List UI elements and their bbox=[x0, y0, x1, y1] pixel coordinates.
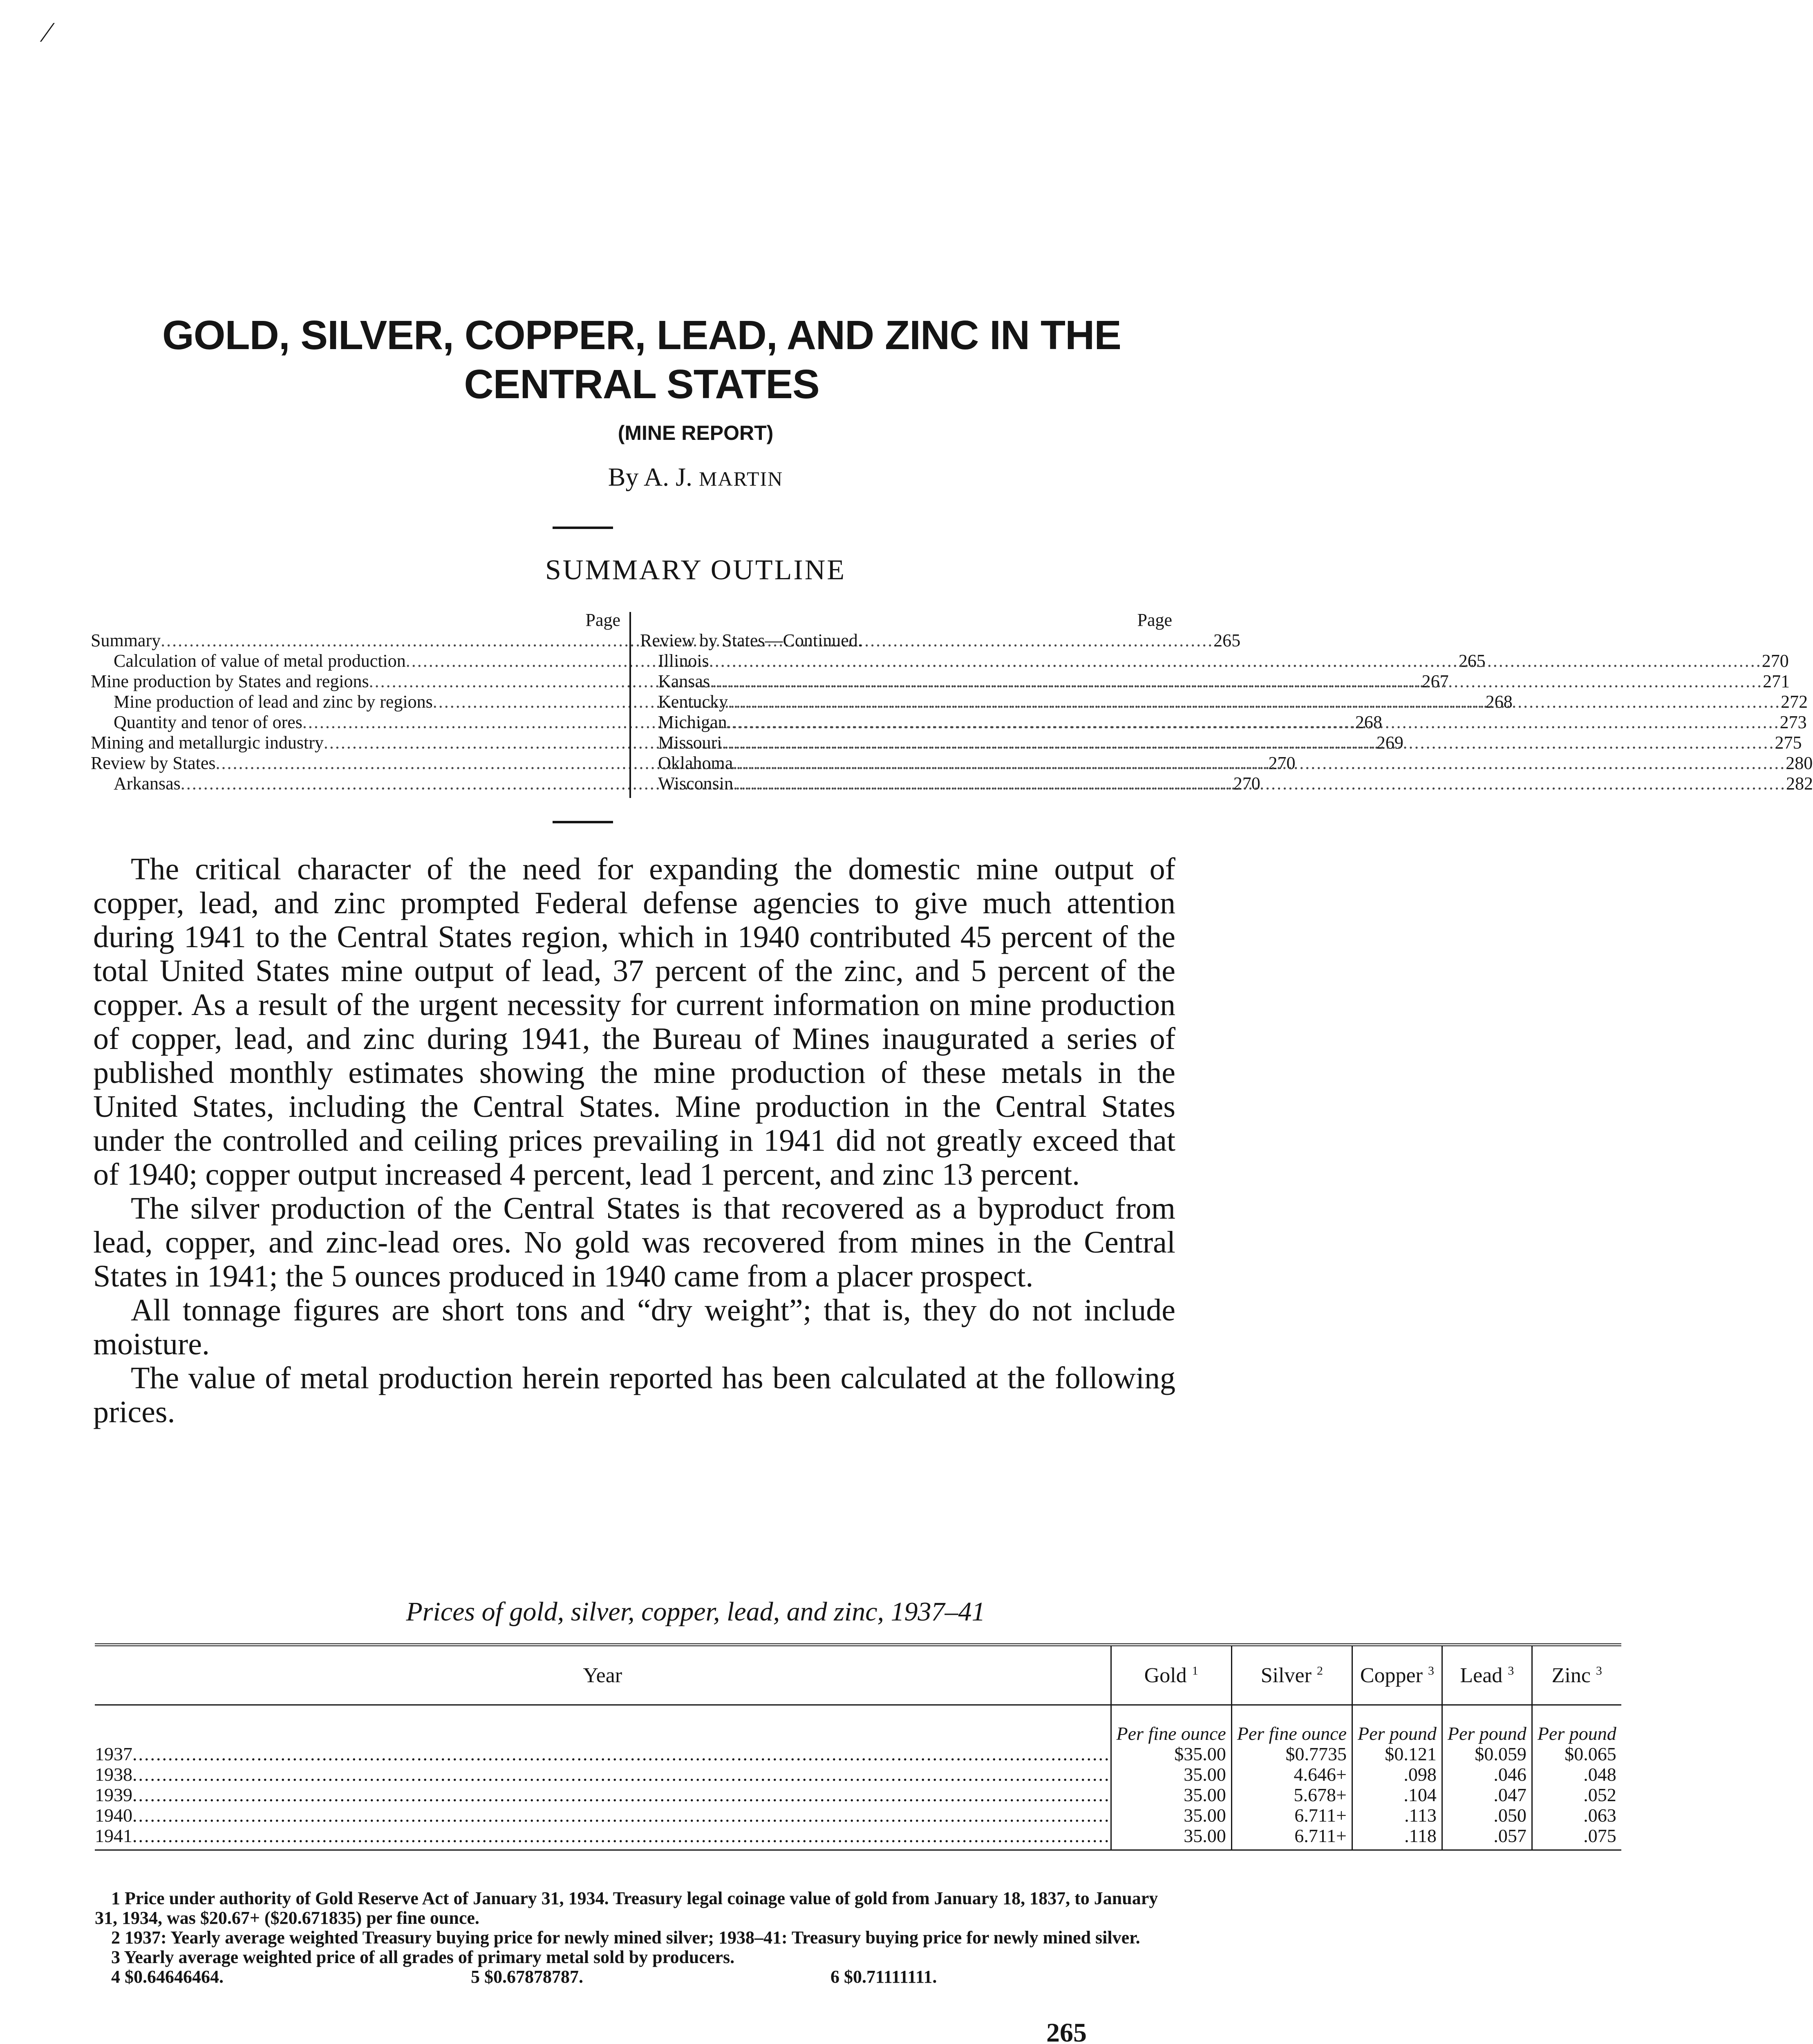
outline-item-label: Oklahoma bbox=[658, 753, 733, 773]
gold-price-cell: 35.00 bbox=[1111, 1764, 1231, 1785]
outline-item-page: 265 bbox=[1458, 651, 1486, 671]
outline-item-label: Kentucky bbox=[658, 692, 728, 712]
page-number: 265 bbox=[1046, 2018, 1087, 2044]
outline-item-label: Mining and metallurgic industry bbox=[91, 733, 324, 753]
unit-label: Per pound bbox=[1442, 1705, 1532, 1744]
outline-item-page: 269 bbox=[1376, 733, 1403, 753]
leader-dots bbox=[733, 753, 1786, 773]
outline-page-heading-left: Page bbox=[585, 610, 620, 630]
column-header bbox=[1352, 1645, 1442, 1705]
year-label: 1940 bbox=[95, 1805, 132, 1826]
year-label: 1941 bbox=[95, 1825, 132, 1846]
column-header bbox=[1231, 1645, 1352, 1705]
outline-item-page: 270 bbox=[1762, 651, 1789, 671]
outline-item-label: Michigan bbox=[658, 712, 727, 732]
scan-mark: ⁄ bbox=[45, 17, 50, 48]
column-header bbox=[1111, 1645, 1231, 1705]
year-cell bbox=[95, 1744, 1111, 1764]
leader-dots bbox=[709, 651, 1762, 671]
footnote-1: 1 Price under authority of Gold Reserve Act of January 31, 1934. Treasury legal coinage value of gold from January 18, 1837, to January 31, 1934, was $20.67+ ($20.671835) per fine ounce. bbox=[95, 1888, 1158, 1928]
outline-item-page: 268 bbox=[1355, 712, 1382, 732]
gold-price-cell: 35.00 bbox=[1111, 1826, 1231, 1850]
footnotes bbox=[95, 1889, 1174, 1987]
table-row bbox=[95, 1826, 1621, 1850]
table-row bbox=[95, 1744, 1621, 1764]
column-header bbox=[1532, 1645, 1621, 1705]
table-header-row bbox=[95, 1645, 1621, 1705]
outline-item-page: 275 bbox=[1775, 733, 1802, 753]
outline-divider-line bbox=[629, 612, 631, 798]
unit-label: Per fine ounce bbox=[1231, 1705, 1352, 1744]
copper-price-cell: .118 bbox=[1352, 1826, 1442, 1850]
table-row bbox=[95, 1805, 1621, 1826]
table-body bbox=[95, 1705, 1621, 1850]
outline-item-label: Summary bbox=[91, 630, 161, 650]
column-header-label: Copper bbox=[1360, 1663, 1423, 1687]
author-prefix: By A. J. bbox=[608, 462, 699, 491]
lead-price-cell: .057 bbox=[1442, 1826, 1532, 1850]
leader-dots bbox=[132, 1785, 1110, 1805]
unit-label: Per pound bbox=[1532, 1705, 1621, 1744]
outline-item-page: 271 bbox=[1763, 671, 1790, 691]
leader-dots bbox=[132, 1744, 1110, 1764]
outline-item-label: Illinois bbox=[658, 651, 709, 671]
units-row-spacer bbox=[95, 1705, 1111, 1744]
column-header-label: Lead bbox=[1460, 1663, 1503, 1687]
leader-dots bbox=[132, 1805, 1110, 1826]
units-row bbox=[95, 1705, 1621, 1744]
year-cell bbox=[95, 1785, 1111, 1805]
footnote-ref: 3 bbox=[1428, 1664, 1434, 1678]
footnote-6: 6 $0.71111111. bbox=[830, 1967, 937, 1987]
outline-right-heading: Review by States—Continued. bbox=[640, 630, 862, 650]
paragraph-2: The silver production of the Central States is that recovered as a byproduct from lead, copper, and zinc-lead ores. No gold was recovered from mines in the Central States in 1941; the 5 ounces produced in 1940 came from a placer prospect. bbox=[93, 1191, 1175, 1293]
leader-dots bbox=[727, 712, 1780, 733]
outline-item-page: 280 bbox=[1786, 753, 1813, 773]
year-cell bbox=[95, 1805, 1111, 1826]
outline-item-page: 267 bbox=[1421, 671, 1449, 691]
report-subtitle: (MINE REPORT) bbox=[618, 421, 774, 444]
footnote-ref: 1 bbox=[1192, 1664, 1198, 1678]
table-caption: Prices of gold, silver, copper, lead, and zinc, 1937–41 bbox=[406, 1597, 985, 1627]
table-row bbox=[95, 1785, 1621, 1805]
outline-item-page: 270 bbox=[1268, 753, 1296, 773]
leader-dots bbox=[722, 733, 1775, 753]
column-header-label: Silver bbox=[1260, 1663, 1312, 1687]
divider-rule-top bbox=[553, 527, 613, 529]
leader-dots bbox=[710, 671, 1763, 692]
outline-page-heading-right: Page bbox=[1137, 610, 1172, 630]
zinc-price-cell: .075 bbox=[1532, 1826, 1621, 1850]
footnote-2: 2 1937: Yearly average weighted Treasury buying price for newly mined silver; 1938–41: Treasury buying price for newly mined silver. bbox=[111, 1927, 1140, 1948]
outline-item-label: Kansas bbox=[658, 671, 710, 691]
paragraph-1: The critical character of the need for expanding the domestic mine output of copper, lead, and zinc prompted Federal defense agencies to give much attention during 1941 to the Central States region, which in 1940 contributed 45 percent of the total United States mine output of lead, 37 percent of the zinc, and 5 percent of the copper. As a result of the urgent necessity for current information on mine production of copper, lead, and zinc during 1941, the Bureau of Mines inaugurated a series of published monthly estimates showing the mine production of these metals in the United States, including the Central States. Mine production in the Central States under the controlled and ceiling prices prevailing in 1941 did not greatly exceed that of 1940; copper output increased 4 percent, lead 1 percent, and zinc 13 percent. bbox=[93, 852, 1175, 1192]
outline-item-label: Calculation of value of metal production bbox=[114, 651, 406, 671]
silver-price-cell: $0.7735 bbox=[1231, 1744, 1352, 1764]
zinc-price-cell: .048 bbox=[1532, 1764, 1621, 1785]
divider-rule-bottom bbox=[553, 821, 613, 823]
leader-dots bbox=[733, 773, 1786, 794]
footnote-4: 4 $0.64646464. bbox=[111, 1967, 224, 1987]
outline-item-page: 268 bbox=[1485, 692, 1513, 712]
footnote-3: 3 Yearly average weighted price of all grades of primary metal sold by producers. bbox=[111, 1947, 735, 1967]
outline-item-page: 272 bbox=[1781, 692, 1808, 712]
paragraph-3: All tonnage figures are short tons and “dry weight”; that is, they do not include moisture. bbox=[93, 1293, 1175, 1361]
column-header bbox=[95, 1645, 1111, 1705]
year-label: 1937 bbox=[95, 1744, 132, 1764]
lead-price-cell: .046 bbox=[1442, 1764, 1532, 1785]
copper-price-cell: .098 bbox=[1352, 1764, 1442, 1785]
lead-price-cell: .047 bbox=[1442, 1785, 1532, 1805]
copper-price-cell: .104 bbox=[1352, 1785, 1442, 1805]
footnote-ref: 2 bbox=[1316, 1664, 1323, 1678]
column-header-label: Year bbox=[583, 1663, 622, 1687]
outline-item-label: Missouri bbox=[658, 733, 722, 753]
footnote-ref: 3 bbox=[1508, 1664, 1514, 1678]
footnote-ref: 3 bbox=[1596, 1664, 1602, 1678]
column-header-label: Zinc bbox=[1551, 1663, 1591, 1687]
silver-price-cell: 5.678+ bbox=[1231, 1785, 1352, 1805]
outline-item-label: Mine production by States and regions bbox=[91, 671, 369, 691]
copper-price-cell: .113 bbox=[1352, 1805, 1442, 1826]
footnote-5: 5 $0.67878787. bbox=[471, 1967, 583, 1987]
footnote-row-456 bbox=[95, 1967, 1174, 1987]
silver-price-cell: 4.646+ bbox=[1231, 1764, 1352, 1785]
outline-item-label: Mine production of lead and zinc by regions bbox=[114, 692, 433, 712]
outline-item-page: 282 bbox=[1786, 773, 1813, 793]
prices-table bbox=[95, 1643, 1621, 1851]
lead-price-cell: .050 bbox=[1442, 1805, 1532, 1826]
author-line bbox=[0, 462, 1391, 492]
outline-item-page: 273 bbox=[1779, 712, 1807, 732]
zinc-price-cell: .052 bbox=[1532, 1785, 1621, 1805]
unit-label: Per pound bbox=[1352, 1705, 1442, 1744]
column-header bbox=[1442, 1645, 1532, 1705]
outline-item-label: Review by States bbox=[91, 753, 216, 773]
gold-price-cell: 35.00 bbox=[1111, 1785, 1231, 1805]
unit-label: Per fine ounce bbox=[1111, 1705, 1231, 1744]
gold-price-cell: 35.00 bbox=[1111, 1805, 1231, 1826]
year-cell bbox=[95, 1826, 1111, 1850]
year-label: 1938 bbox=[95, 1764, 132, 1785]
outline-item-label: Arkansas bbox=[114, 773, 181, 793]
outline-item-page: 265 bbox=[1213, 630, 1241, 650]
zinc-price-cell: $0.065 bbox=[1532, 1744, 1621, 1764]
page-title: GOLD, SILVER, COPPER, LEAD, AND ZINC IN THE CENTRAL STATES bbox=[162, 312, 1121, 407]
silver-price-cell: 6.711+ bbox=[1231, 1805, 1352, 1826]
summary-outline-heading: SUMMARY OUTLINE bbox=[545, 554, 846, 586]
outline-item-page: 270 bbox=[1233, 773, 1260, 793]
column-header-label: Gold bbox=[1144, 1663, 1187, 1687]
silver-price-cell: 6.711+ bbox=[1231, 1826, 1352, 1850]
year-cell bbox=[95, 1764, 1111, 1785]
leader-dots bbox=[728, 692, 1781, 712]
outline-item-label: Wisconsin bbox=[658, 773, 733, 793]
leader-dots bbox=[132, 1764, 1110, 1785]
lead-price-cell: $0.059 bbox=[1442, 1744, 1532, 1764]
zinc-price-cell: .063 bbox=[1532, 1805, 1621, 1826]
paragraph-4: The value of metal production herein reported has been calculated at the following prices. bbox=[93, 1361, 1175, 1429]
table-row bbox=[95, 1764, 1621, 1785]
author-name: MARTIN bbox=[699, 467, 783, 490]
body-text bbox=[93, 852, 1175, 1429]
outline-item-label: Quantity and tenor of ores bbox=[114, 712, 302, 732]
copper-price-cell: $0.121 bbox=[1352, 1744, 1442, 1764]
year-label: 1939 bbox=[95, 1784, 132, 1805]
leader-dots bbox=[132, 1826, 1110, 1846]
gold-price-cell: $35.00 bbox=[1111, 1744, 1231, 1764]
